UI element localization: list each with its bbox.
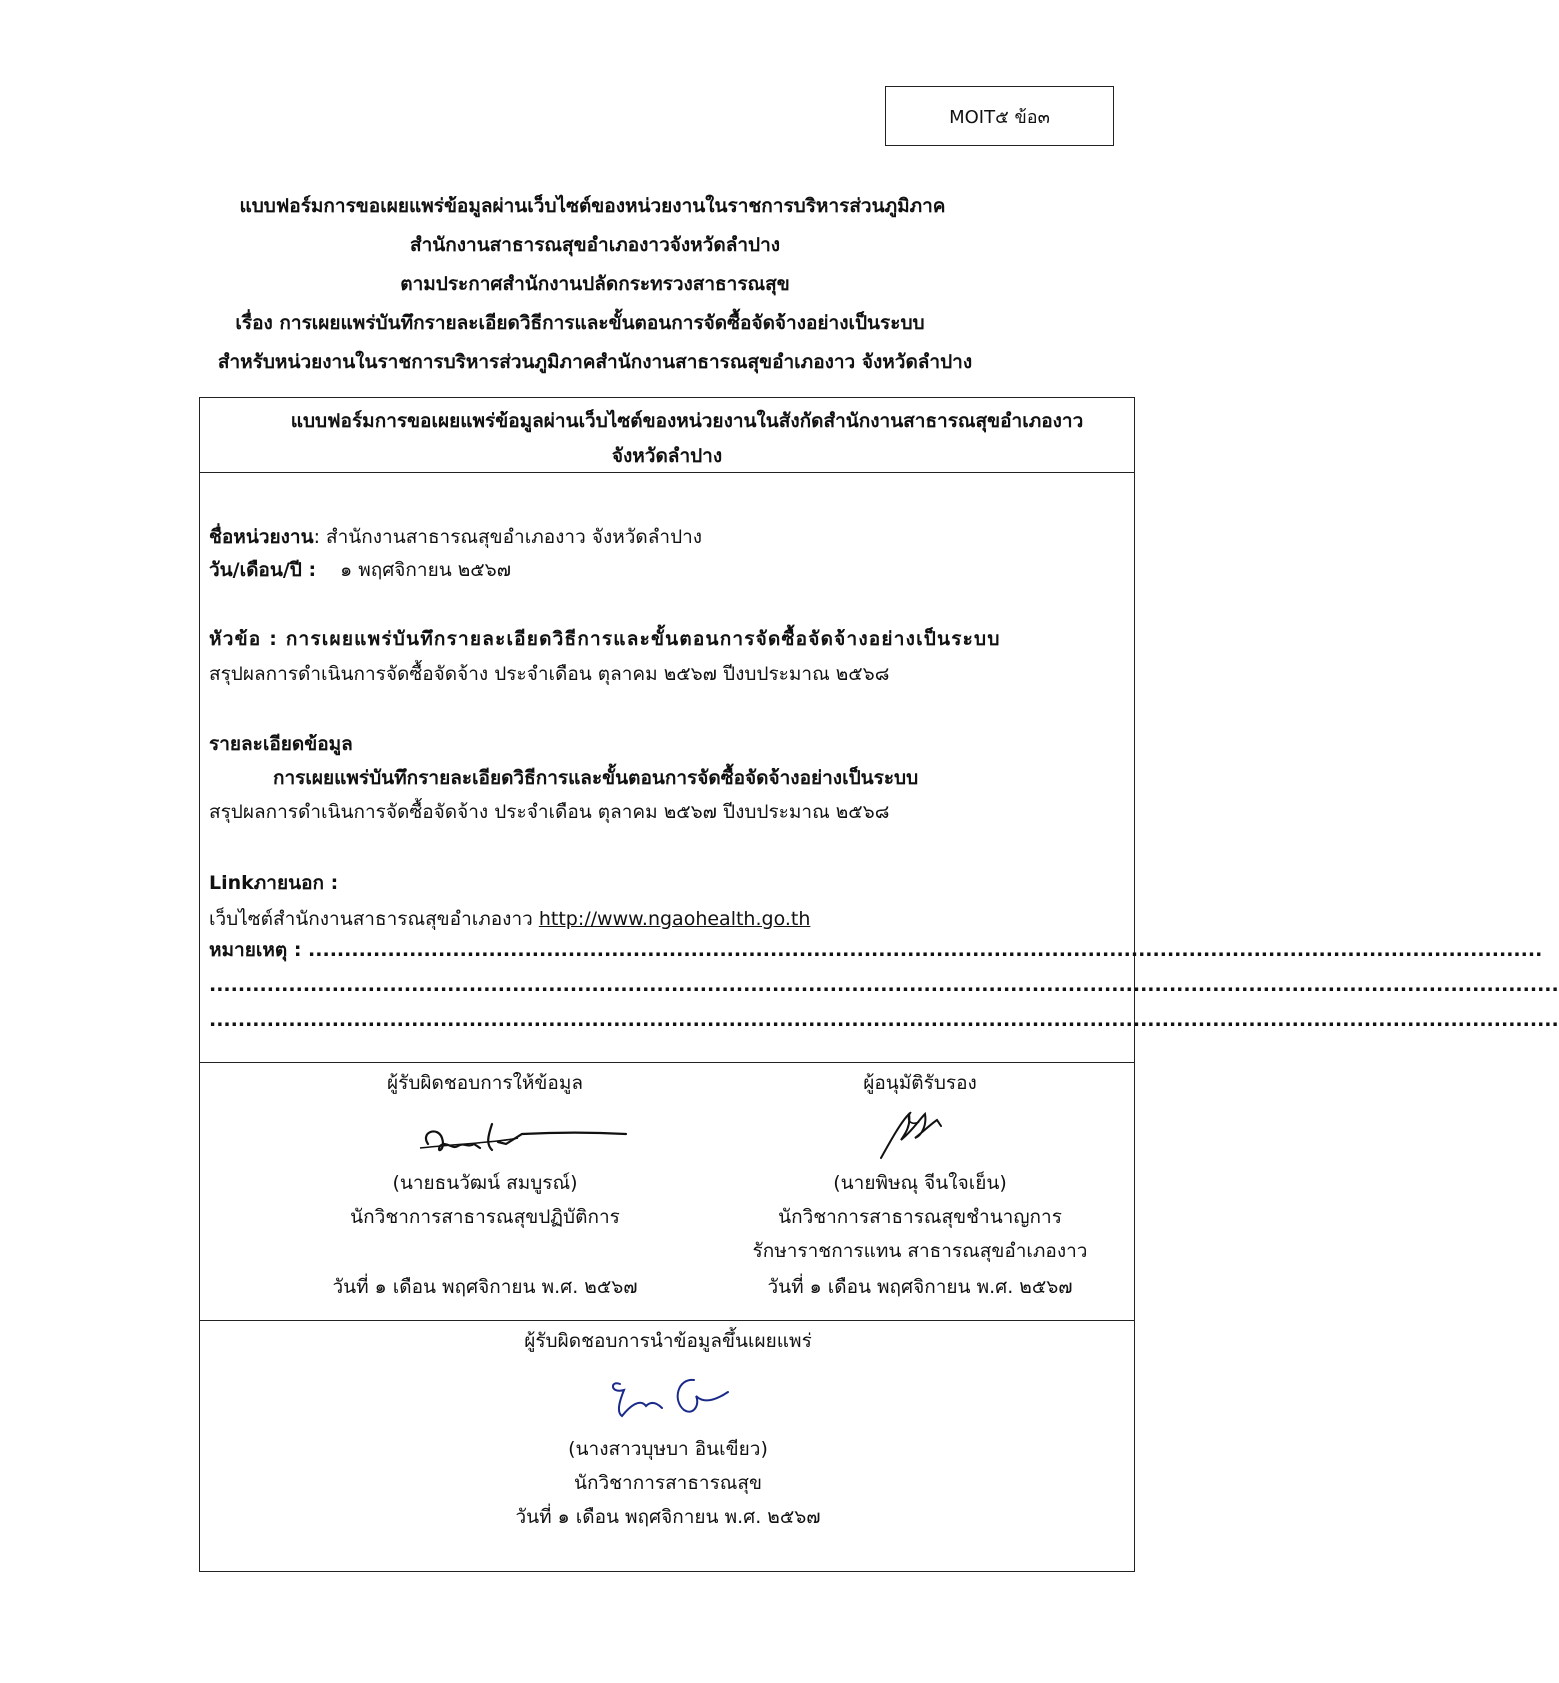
publisher-name: (นางสาวบุษบา อินเขียว) bbox=[568, 1438, 768, 1460]
agency-row bbox=[209, 522, 1126, 552]
detail-label: รายละเอียดข้อมูล bbox=[209, 733, 353, 755]
publisher-position: นักวิชาการสาธารณสุข bbox=[573, 1472, 763, 1494]
provider-name: (นายธนวัฒน์ สมบูรณ์) bbox=[392, 1172, 578, 1194]
website-link[interactable]: http://www.ngaohealth.go.th bbox=[538, 908, 811, 930]
form-title-line-1: แบบฟอร์มการขอเผยแพร่ข้อมูลผ่านเว็บไซต์ของหน่วยงานในสังกัดสำนักงานสาธารณสุขอำเภองาว bbox=[290, 410, 1084, 432]
topic-summary: สรุปผลการดำเนินการจัดซื้อจัดจ้าง ประจำเดือน ตุลาคม ๒๕๖๗ ปีงบประมาณ ๒๕๖๘ bbox=[209, 663, 890, 685]
signature-icon bbox=[260, 1104, 710, 1164]
approver-position-2: รักษาราชการแทน สาธารณสุขอำเภองาว bbox=[752, 1240, 1088, 1262]
agency-label: ชื่อหน่วยงาน bbox=[209, 526, 314, 548]
note-dots-1: ........................................................................................................................................................................... bbox=[308, 939, 1543, 961]
website-text: เว็บไซต์สำนักงานสาธารณสุขอำเภองาว bbox=[209, 908, 539, 930]
publisher-role: ผู้รับผิดชอบการนำข้อมูลขึ้นเผยแพร่ bbox=[524, 1330, 812, 1352]
publisher-date: วันที่ ๑ เดือน พฤศจิกายน พ.ศ. ๒๕๖๗ bbox=[515, 1506, 821, 1528]
provider-position: นักวิชาการสาธารณสุขปฏิบัติการ bbox=[350, 1206, 620, 1228]
agency-value: : สำนักงานสาธารณสุขอำเภองาว จังหวัดลำปาง bbox=[313, 526, 703, 548]
topic-label: หัวข้อ : bbox=[209, 628, 286, 650]
approver-role: ผู้อนุมัติรับรอง bbox=[863, 1072, 977, 1094]
form-body bbox=[200, 473, 1559, 1062]
header-line-5: สำหรับหน่วยงานในราชการบริหารส่วนภูมิภาคสำนักงานสาธารณสุขอำเภองาว จังหวัดลำปาง bbox=[217, 351, 973, 373]
approver-date: วันที่ ๑ เดือน พฤศจิกายน พ.ศ. ๒๕๖๗ bbox=[767, 1276, 1073, 1298]
date-label: วัน/เดือน/ปี : bbox=[209, 559, 317, 581]
website-row bbox=[209, 904, 1126, 934]
signature-block-provider bbox=[260, 1064, 710, 1320]
date-value: ๑ พฤศจิกายน ๒๕๖๗ bbox=[340, 559, 512, 581]
signature-icon bbox=[200, 1360, 1136, 1430]
signature-icon bbox=[705, 1100, 1135, 1166]
note-dots-3: ........................................................................................................................................................................................... bbox=[209, 1009, 1559, 1031]
signature-block-approver bbox=[705, 1064, 1135, 1320]
note-row bbox=[209, 935, 1543, 965]
header-line-3: ตามประกาศสำนักงานปลัดกระทรวงสาธารณสุข bbox=[400, 273, 790, 295]
signature-block-publisher bbox=[200, 1322, 1136, 1572]
divider bbox=[200, 1062, 1134, 1063]
topic-row bbox=[209, 624, 1126, 654]
detail-summary: สรุปผลการดำเนินการจัดซื้อจัดจ้าง ประจำเดือน ตุลาคม ๒๕๖๗ ปีงบประมาณ ๒๕๖๘ bbox=[209, 801, 890, 823]
approver-position: นักวิชาการสาธารณสุขชำนาญการ bbox=[778, 1206, 1062, 1228]
provider-role: ผู้รับผิดชอบการให้ข้อมูล bbox=[387, 1072, 583, 1094]
form-title bbox=[200, 398, 1134, 472]
moit-label: MOIT๕ ข้อ๓ bbox=[949, 106, 1050, 128]
header-line-4: เรื่อง การเผยแพร่บันทึกรายละเอียดวิธีการและขั้นตอนการจัดซื้อจัดจ้างอย่างเป็นระบบ bbox=[235, 312, 925, 334]
detail-title: การเผยแพร่บันทึกรายละเอียดวิธีการและขั้นตอนการจัดซื้อจัดจ้างอย่างเป็นระบบ bbox=[273, 767, 919, 789]
date-row bbox=[209, 555, 1126, 585]
note-label: หมายเหตุ : bbox=[209, 939, 309, 961]
topic-value: การเผยแพร่บันทึกรายละเอียดวิธีการและขั้นตอนการจัดซื้อจัดจ้างอย่างเป็นระบบ bbox=[285, 628, 1001, 650]
header-line-2: สำนักงานสาธารณสุขอำเภองาวจังหวัดลำปาง bbox=[409, 234, 781, 256]
publication-form bbox=[199, 397, 1559, 1572]
provider-date: วันที่ ๑ เดือน พฤศจิกายน พ.ศ. ๒๕๖๗ bbox=[332, 1276, 638, 1298]
note-dots-2: ........................................................................................................................................................................................... bbox=[209, 974, 1559, 996]
header-line-1: แบบฟอร์มการขอเผยแพร่ข้อมูลผ่านเว็บไซต์ของหน่วยงานในราชการบริหารส่วนภูมิภาค bbox=[239, 195, 946, 217]
divider bbox=[200, 1320, 1134, 1321]
document-header bbox=[60, 187, 1130, 382]
link-label: Linkภายนอก : bbox=[209, 872, 339, 894]
form-title-line-2: จังหวัดลำปาง bbox=[611, 445, 723, 467]
moit-label-box bbox=[885, 86, 1114, 146]
approver-name: (นายพิษณุ จีนใจเย็น) bbox=[833, 1172, 1007, 1194]
